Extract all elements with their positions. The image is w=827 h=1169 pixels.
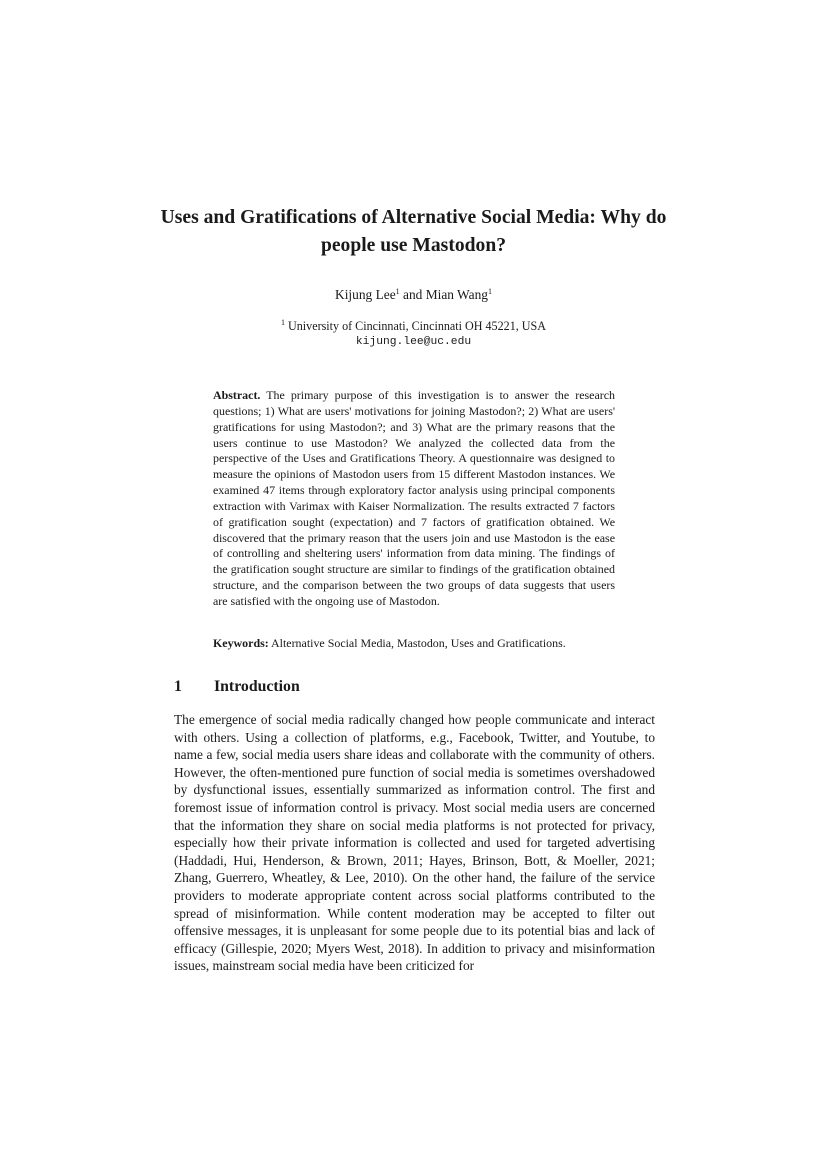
section-number: 1 — [174, 678, 182, 695]
abstract-label: Abstract. — [213, 388, 261, 402]
introduction-paragraph: The emergence of social media radically changed how people communicate and interact with others. Using a collection of platforms, e.g., Facebook, Twitter, and Youtube, to name a few, social media users share ideas and collaborate with the community of others. However, the often-mentioned pure function of social media is sometimes overshadowed by dysfunctional issues, essentially summarized as information control. The first and foremost issue of information control is privacy. Most social media users are concerned that the information they share on social media platforms is not protected for privacy, especially how their private information is collected and used for targeted advertising (Haddadi, Hui, Henderson, & Brown, 2011; Hayes, Brinson, Bott, & Moeller, 2021; Zhang, Guerrero, Wheatley, & Lee, 2010). On the other hand, the failure of the service providers to moderate appropriate content across social platforms contributed to the spread of misinformation. While content moderation may be accepted to filter out offensive messages, it is unpleasant for some people due to its potential bias and lack of efficacy (Gillespie, 2020; Myers West, 2018). In addition to privacy and misinformation issues, mainstream social media have been criticized for — [174, 712, 655, 974]
author-email: kijung.lee@uc.edu — [355, 336, 472, 348]
abstract-text: The primary purpose of this investigation is to answer the research questions; 1) What are users' motivations for joining Mastodon?; 2) What are users' gratifications for using Mastodon?; and 3) What are the primary reasons that the users continue to use Mastodon? We analyzed the collected data from the perspective of the Uses and Gratifications Theory. A questionnaire was designed to measure the opinions of Mastodon users from 15 different Mastodon instances. We examined 47 items through exploratory factor analysis using principal components extraction with Varimax with Kaiser Normalization. The results extracted 7 factors of gratification sought (expectation) and 7 factors of gratification obtained. We discovered that the primary reason that the users join and use Mastodon is the ease of controlling and sheltering users' information from data mining. The findings of the gratification sought structure are similar to findings of the gratification obtained structure, and the comparison between the two groups of data suggests that users are satisfied with the ongoing use of Mastodon. — [213, 388, 615, 608]
affiliation-mark: 1 — [280, 318, 285, 327]
section-heading — [174, 676, 300, 698]
author-line — [0, 285, 827, 305]
author-name: Kijung Lee — [335, 287, 396, 302]
author-affiliation-mark: 1 — [395, 287, 400, 296]
author-affiliation-mark: 1 — [487, 287, 492, 296]
keywords-label: Keywords: — [213, 636, 269, 650]
author-conjunction: and — [399, 287, 426, 302]
abstract — [213, 388, 615, 610]
paper-title: Uses and Gratifications of Alternative Social Media: Why do people use Mastodon? — [160, 207, 667, 256]
author-name: Mian Wang — [425, 287, 488, 302]
keywords-text: Alternative Social Media, Mastodon, Uses and Gratifications. — [268, 636, 566, 650]
affiliation — [0, 318, 827, 334]
section-title: Introduction — [214, 678, 300, 695]
keywords — [213, 635, 615, 651]
affiliation-text: University of Cincinnati, Cincinnati OH 45221, USA — [284, 319, 546, 333]
